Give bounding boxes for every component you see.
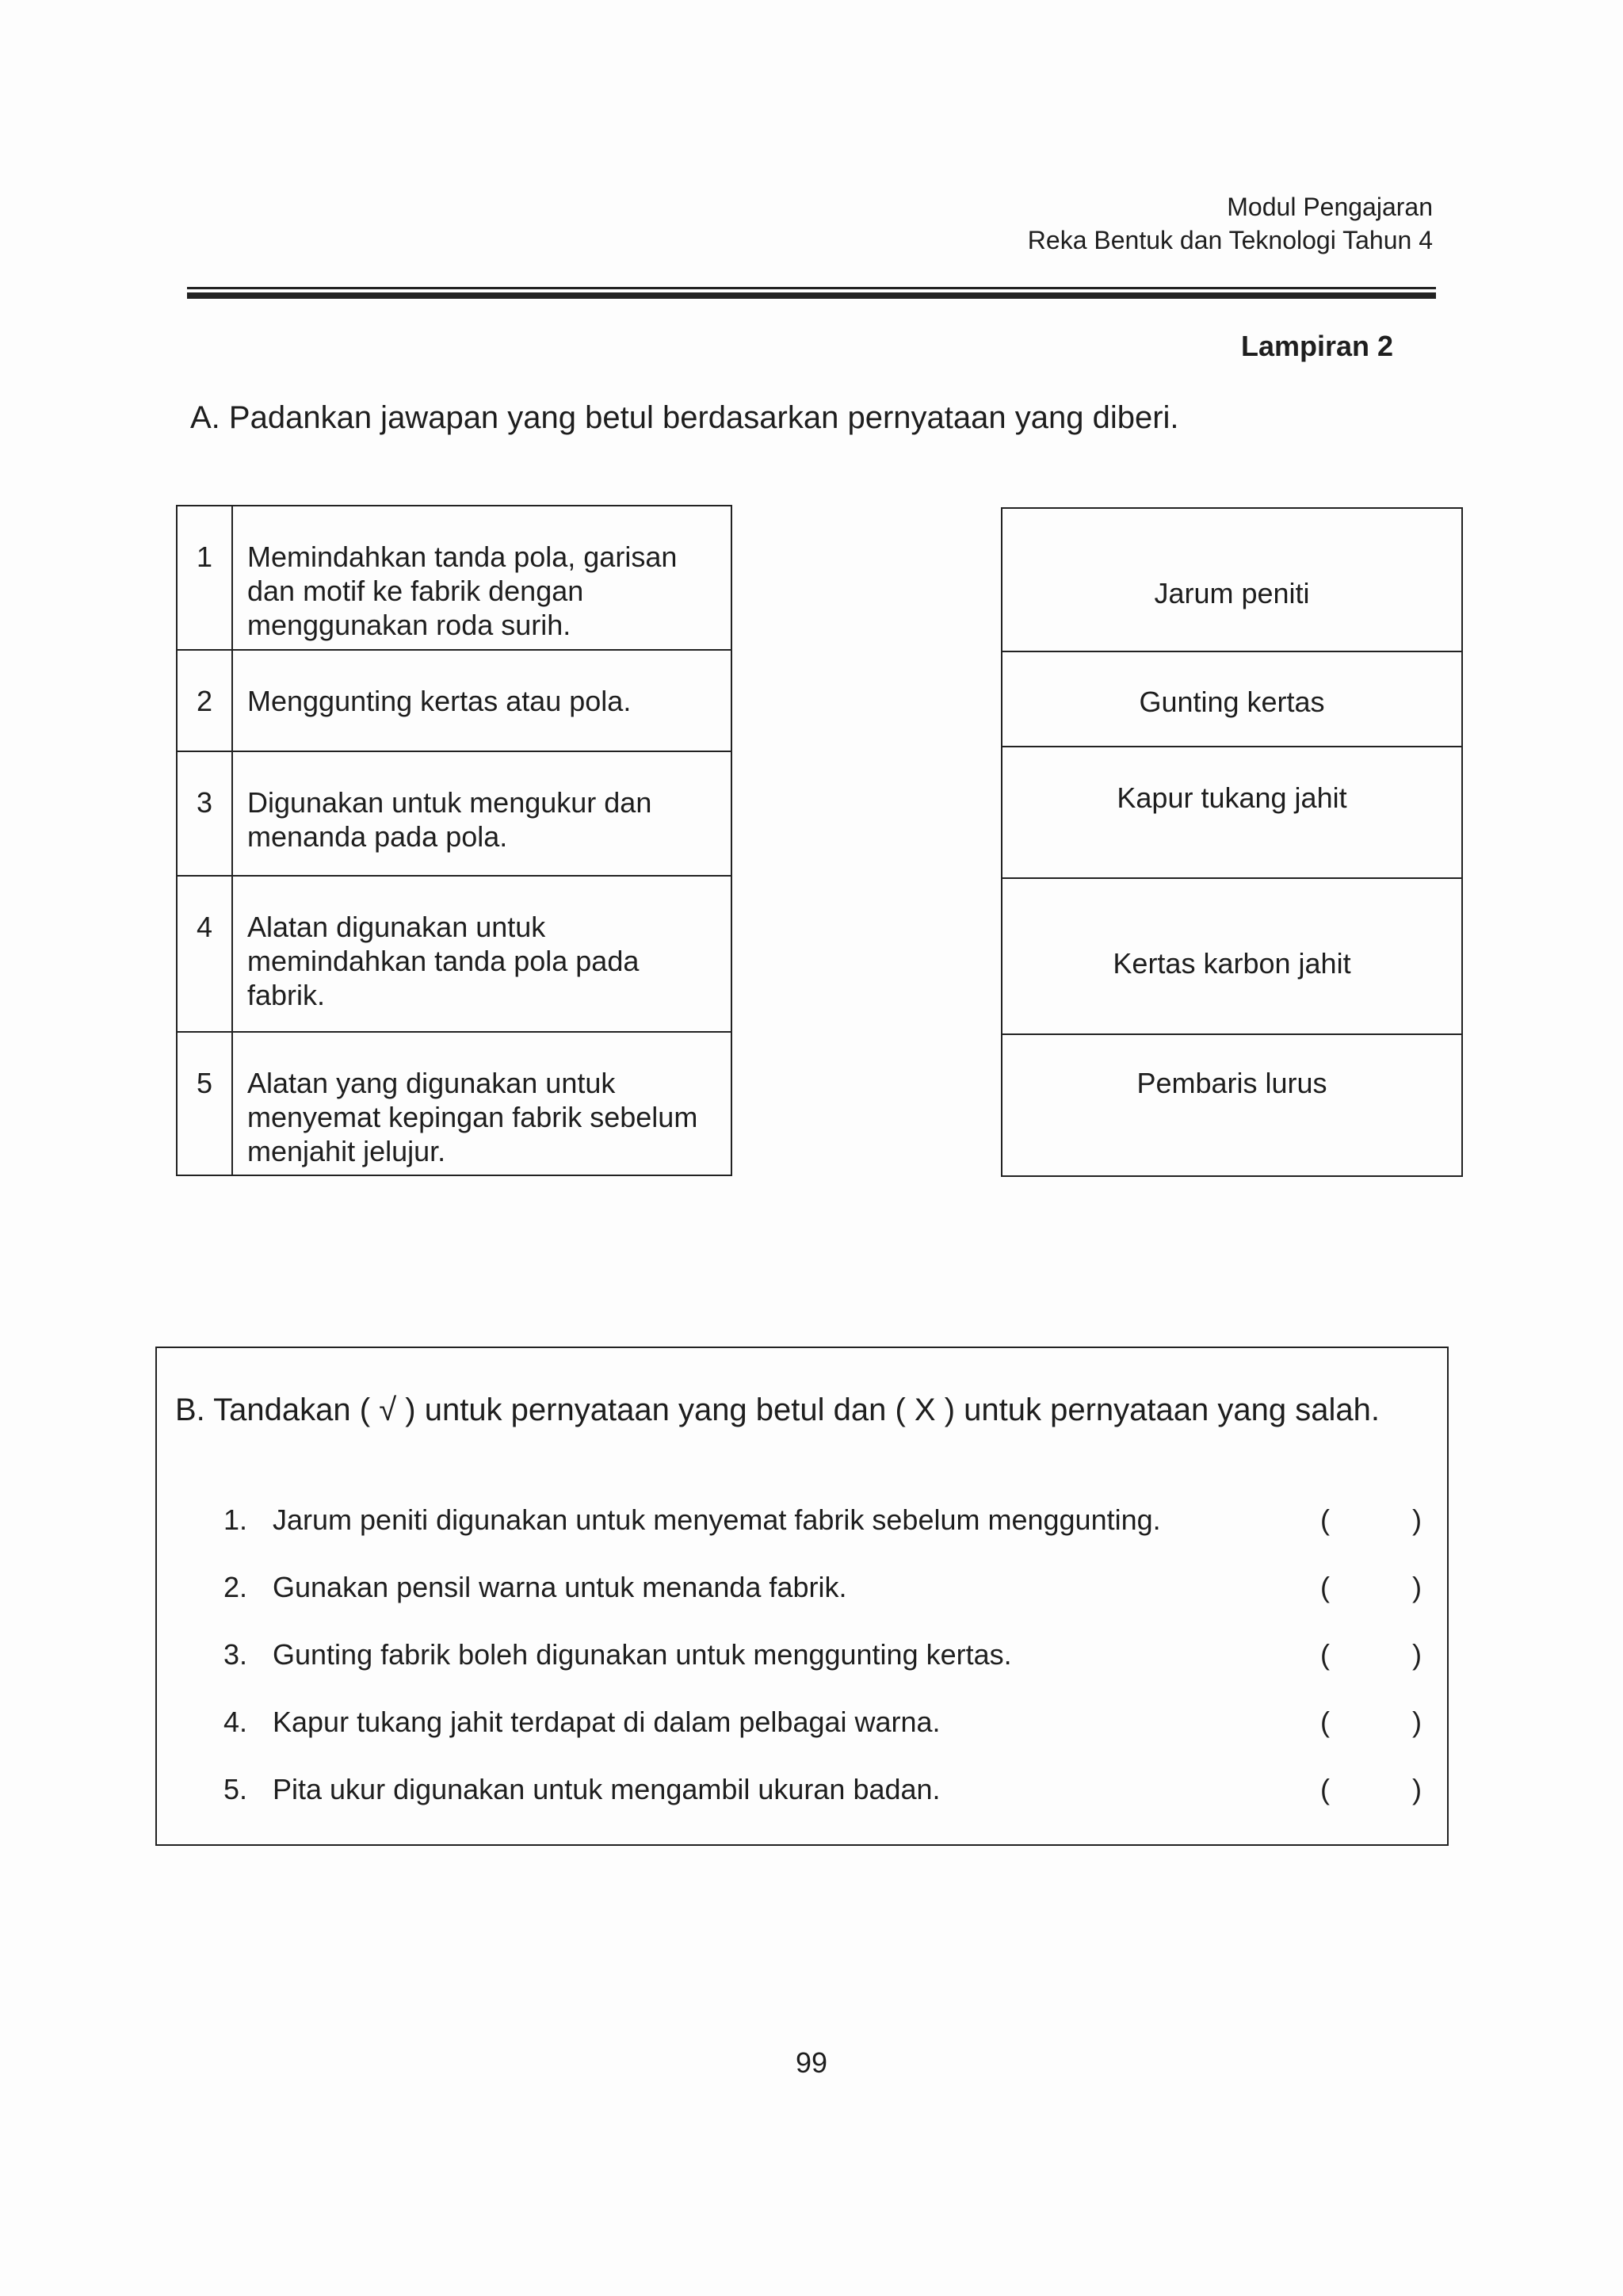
true-false-item	[223, 1638, 1422, 1673]
statement-text: Menggunting kertas atau pola.	[232, 650, 731, 751]
statement-row	[177, 751, 731, 876]
item-text: Pita ukur digunakan untuk mengambil ukuran badan.	[273, 1773, 941, 1805]
answer-row	[1002, 651, 1462, 747]
answer-blank-open[interactable]: (	[1320, 1571, 1330, 1603]
item-number: 4.	[223, 1706, 248, 1738]
true-false-item	[223, 1706, 1422, 1740]
answer-blank-close[interactable]: )	[1412, 1706, 1422, 1738]
statement-number: 5	[177, 1032, 232, 1175]
page-header	[1028, 190, 1433, 257]
true-false-item	[223, 1503, 1422, 1538]
answer-blank-open[interactable]: (	[1320, 1706, 1330, 1738]
statement-row	[177, 876, 731, 1032]
answer-cell: Pembaris lurus	[1002, 1034, 1462, 1176]
answer-blank-close[interactable]: )	[1412, 1638, 1422, 1671]
answer-cell: Jarum peniti	[1002, 508, 1462, 651]
answer-row	[1002, 878, 1462, 1034]
item-number: 1.	[223, 1503, 248, 1536]
answer-cell: Kapur tukang jahit	[1002, 747, 1462, 878]
statement-number: 3	[177, 751, 232, 876]
item-text: Jarum peniti digunakan untuk menyemat fabrik sebelum menggunting.	[273, 1503, 1161, 1536]
statement-number: 1	[177, 506, 232, 650]
answer-row	[1002, 747, 1462, 878]
appendix-label: Lampiran 2	[1241, 330, 1394, 362]
answer-cell: Gunting kertas	[1002, 651, 1462, 747]
answer-blank-close[interactable]: )	[1412, 1773, 1422, 1805]
statement-row	[177, 1032, 731, 1175]
statement-row	[177, 650, 731, 751]
header-rule-thin	[187, 287, 1436, 289]
page-number: 99	[795, 2046, 828, 2079]
answer-blank-open[interactable]: (	[1320, 1503, 1330, 1536]
answer-row	[1002, 508, 1462, 651]
answer-blank-open[interactable]: (	[1320, 1773, 1330, 1805]
statement-text: Alatan yang digunakan untuk menyemat kepingan fabrik sebelum menjahit jelujur.	[232, 1032, 731, 1175]
item-number: 5.	[223, 1773, 248, 1805]
section-b-title: B. Tandakan ( √ ) untuk pernyataan yang betul dan ( X ) untuk pernyataan yang salah.	[175, 1392, 1380, 1427]
item-number: 3.	[223, 1638, 248, 1671]
section-b-box	[155, 1347, 1449, 1846]
answer-blank-close[interactable]: )	[1412, 1571, 1422, 1603]
statement-text: Memindahkan tanda pola, garisan dan motif ke fabrik dengan menggunakan roda surih.	[232, 506, 731, 650]
item-text: Gunakan pensil warna untuk menanda fabrik.	[273, 1571, 847, 1603]
header-module-title: Modul Pengajaran	[1227, 193, 1433, 221]
section-a-title: A. Padankan jawapan yang betul berdasarkan pernyataan yang diberi.	[190, 400, 1179, 435]
answer-blank-open[interactable]: (	[1320, 1638, 1330, 1671]
item-number: 2.	[223, 1571, 248, 1603]
header-subject-title: Reka Bentuk dan Teknologi Tahun 4	[1027, 226, 1433, 254]
item-text: Gunting fabrik boleh digunakan untuk menggunting kertas.	[273, 1638, 1012, 1671]
answer-cell: Kertas karbon jahit	[1002, 878, 1462, 1034]
statements-table	[176, 505, 732, 1176]
true-false-item	[223, 1773, 1422, 1808]
header-rule-thick	[187, 292, 1436, 299]
answer-row	[1002, 1034, 1462, 1176]
answer-blank-close[interactable]: )	[1412, 1503, 1422, 1536]
true-false-item	[223, 1571, 1422, 1606]
statement-number: 4	[177, 876, 232, 1032]
statement-number: 2	[177, 650, 232, 751]
answers-table	[1001, 507, 1463, 1177]
statement-row	[177, 506, 731, 650]
statement-text: Digunakan untuk mengukur dan menanda pada pola.	[232, 751, 731, 876]
statement-text: Alatan digunakan untuk memindahkan tanda pola pada fabrik.	[232, 876, 731, 1032]
item-text: Kapur tukang jahit terdapat di dalam pelbagai warna.	[273, 1706, 941, 1738]
